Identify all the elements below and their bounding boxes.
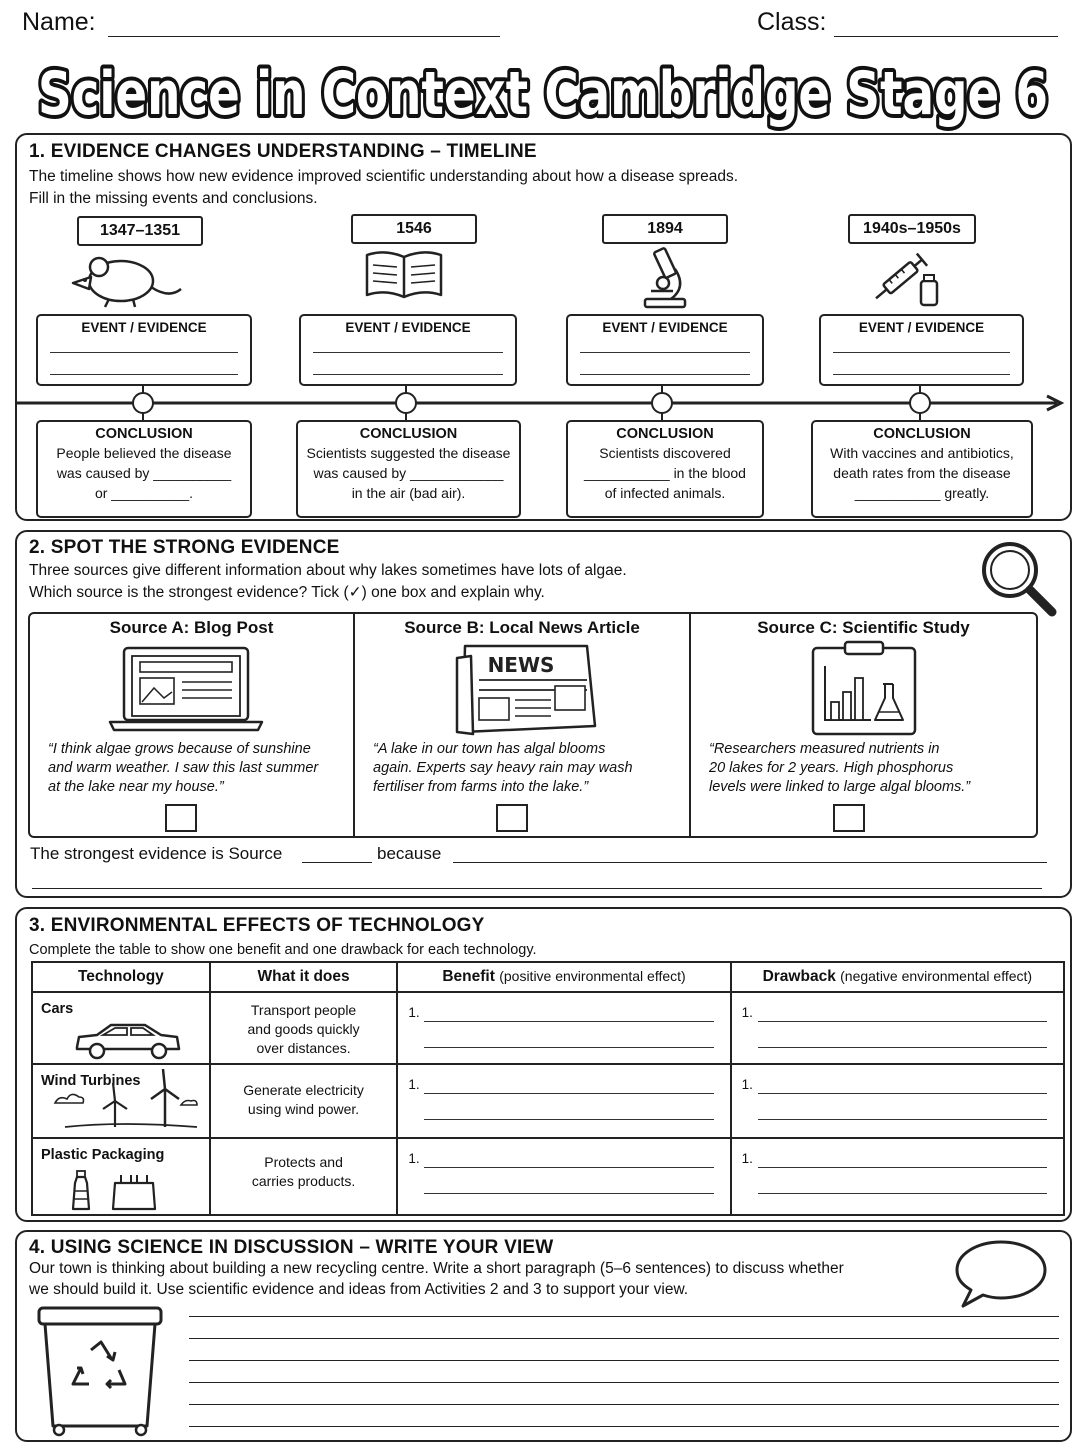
conclusion-box bbox=[296, 420, 521, 518]
page-title bbox=[0, 42, 1086, 132]
tech-cell bbox=[32, 1138, 210, 1215]
event-box bbox=[36, 314, 252, 386]
writing-line[interactable] bbox=[189, 1316, 1059, 1317]
section-discussion bbox=[15, 1230, 1072, 1442]
timeline-node bbox=[395, 392, 417, 414]
section-intro: The timeline shows how new evidence improved scientific understanding about how a disease spreads. bbox=[29, 168, 739, 185]
microscope-icon bbox=[637, 243, 693, 311]
tech-description: Protects and carries products. bbox=[210, 1138, 398, 1215]
source-title: Source A: Blog Post bbox=[109, 618, 274, 637]
event-label: EVENT / EVIDENCE bbox=[345, 320, 471, 335]
tick-box-c[interactable] bbox=[833, 804, 865, 832]
conclusion-text[interactable]: Scientists suggested the disease was caused by ____________ in the air (bad air). bbox=[306, 445, 511, 501]
header-technology: Technology bbox=[32, 962, 210, 992]
newspaper-icon bbox=[451, 640, 601, 736]
timeline-node bbox=[132, 392, 154, 414]
wind-turbine-icon bbox=[51, 1069, 201, 1133]
table-row bbox=[32, 1064, 1064, 1138]
source-quote: “Researchers measured nutrients in 20 lakes for 2 years. High phosphorus levels were linked to large algal blooms.” bbox=[709, 741, 971, 795]
recycling-bin-icon bbox=[35, 1302, 165, 1438]
answer-line[interactable] bbox=[580, 374, 750, 375]
timeline-node bbox=[651, 392, 673, 414]
event-label: EVENT / EVIDENCE bbox=[81, 320, 207, 335]
syringe-icon bbox=[865, 247, 945, 309]
year-box: 1940s–1950s bbox=[848, 214, 976, 244]
section-intro: Complete the table to show one benefit and one drawback for each technology. bbox=[29, 942, 537, 958]
section-title: 2. SPOT THE STRONG EVIDENCE bbox=[29, 537, 340, 558]
timeline-node bbox=[909, 392, 931, 414]
answer-line[interactable] bbox=[833, 352, 1010, 353]
event-label: EVENT / EVIDENCE bbox=[858, 320, 985, 335]
tech-description: Transport people and goods quickly over distances. bbox=[210, 992, 398, 1064]
plastic-bottle-bag-icon bbox=[57, 1169, 157, 1213]
section-intro: Our town is thinking about building a new recycling centre. Write a short paragraph (5–6 sentences) to discuss whether bbox=[29, 1260, 844, 1277]
header-what: What it does bbox=[210, 962, 398, 992]
section-technology bbox=[15, 907, 1072, 1222]
answer-line[interactable] bbox=[313, 374, 503, 375]
sources-panel bbox=[28, 612, 1038, 838]
conclusion-text[interactable]: Scientists discovered ___________ in the blood of infected animals. bbox=[584, 445, 746, 501]
event-box bbox=[566, 314, 764, 386]
benefit-cell[interactable]: 1. bbox=[397, 1138, 730, 1215]
magnifying-glass-icon bbox=[978, 538, 1060, 620]
drawback-cell[interactable]: 1. bbox=[731, 1064, 1064, 1138]
table-row bbox=[32, 992, 1064, 1064]
benefit-cell[interactable]: 1. bbox=[397, 1064, 730, 1138]
speech-bubble-icon bbox=[953, 1238, 1049, 1310]
drawback-cell[interactable]: 1. bbox=[731, 1138, 1064, 1215]
year-box: 1347–1351 bbox=[77, 216, 203, 246]
name-field[interactable] bbox=[108, 36, 500, 37]
answer-line[interactable] bbox=[833, 374, 1010, 375]
open-book-icon bbox=[363, 247, 445, 303]
conclusion-box bbox=[811, 420, 1033, 518]
table-header-row bbox=[32, 962, 1064, 992]
source-title: Source C: Scientific Study bbox=[757, 618, 970, 637]
writing-line[interactable] bbox=[189, 1382, 1059, 1383]
writing-line[interactable] bbox=[189, 1426, 1059, 1427]
tech-cell bbox=[32, 1064, 210, 1138]
table-row bbox=[32, 1138, 1064, 1215]
source-quote: “A lake in our town has algal blooms again. Experts say heavy rain may wash fertiliser from farms into the lake.” bbox=[373, 741, 633, 795]
drawback-cell[interactable]: 1. bbox=[731, 992, 1064, 1064]
header-drawback: Drawback (negative environmental effect) bbox=[731, 962, 1064, 992]
conclusion-text[interactable]: With vaccines and antibiotics, death rates from the disease ___________ greatly. bbox=[830, 445, 1014, 501]
reason-line[interactable] bbox=[453, 862, 1047, 863]
writing-line[interactable] bbox=[189, 1404, 1059, 1405]
answer-line[interactable] bbox=[50, 374, 238, 375]
class-label: Class: bbox=[757, 8, 827, 36]
section-intro: we should build it. Use scientific evidence and ideas from Activities 2 and 3 to support your view. bbox=[29, 1281, 689, 1298]
event-label: EVENT / EVIDENCE bbox=[602, 320, 728, 335]
section-title: 4. USING SCIENCE IN DISCUSSION – WRITE YOUR VIEW bbox=[29, 1237, 554, 1258]
year-box: 1894 bbox=[602, 214, 728, 244]
event-box bbox=[299, 314, 517, 386]
section-title: 3. ENVIRONMENTAL EFFECTS OF TECHNOLOGY bbox=[29, 915, 485, 936]
event-box bbox=[819, 314, 1024, 386]
newspaper-masthead: NEWS bbox=[487, 653, 555, 677]
laptop-icon bbox=[108, 644, 264, 732]
conclusion-label: CONCLUSION bbox=[873, 426, 971, 442]
source-card-b bbox=[353, 614, 689, 836]
section-intro: Fill in the missing events and conclusions. bbox=[29, 190, 318, 207]
conclusion-box bbox=[36, 420, 252, 518]
source-card-a bbox=[30, 614, 353, 836]
header-benefit: Benefit (positive environmental effect) bbox=[397, 962, 730, 992]
writing-line[interactable] bbox=[189, 1360, 1059, 1361]
tick-box-b[interactable] bbox=[496, 804, 528, 832]
source-card-c bbox=[689, 614, 1036, 836]
tech-name: Cars bbox=[41, 1001, 74, 1017]
section-title: 1. EVIDENCE CHANGES UNDERSTANDING – TIMELINE bbox=[29, 141, 537, 162]
answer-line[interactable] bbox=[580, 352, 750, 353]
tech-name: Plastic Packaging bbox=[41, 1147, 165, 1163]
tech-name: Wind Turbines bbox=[41, 1073, 141, 1089]
answer-line[interactable] bbox=[313, 352, 503, 353]
reason-line[interactable] bbox=[32, 888, 1042, 889]
section-timeline bbox=[15, 133, 1072, 521]
class-field[interactable] bbox=[834, 36, 1058, 37]
tech-cell bbox=[32, 992, 210, 1064]
clipboard-chart-icon bbox=[809, 640, 919, 736]
writing-line[interactable] bbox=[189, 1338, 1059, 1339]
source-answer-line[interactable] bbox=[302, 862, 372, 863]
conclusion-text[interactable]: People believed the disease was caused by __________ or __________. bbox=[56, 445, 232, 501]
section-intro: Three sources give different information about why lakes sometimes have lots of algae. bbox=[29, 562, 627, 579]
conclusion-label: CONCLUSION bbox=[616, 426, 714, 442]
answer-because: because bbox=[377, 844, 442, 863]
answer-prefix: The strongest evidence is Source bbox=[30, 844, 283, 863]
car-icon bbox=[73, 1021, 183, 1061]
conclusion-label: CONCLUSION bbox=[359, 426, 458, 442]
section-intro: Which source is the strongest evidence? Tick (✓) one box and explain why. bbox=[29, 584, 545, 601]
source-title: Source B: Local News Article bbox=[404, 618, 640, 637]
benefit-cell[interactable]: 1. bbox=[397, 992, 730, 1064]
name-label: Name: bbox=[22, 8, 96, 36]
tick-box-a[interactable] bbox=[165, 804, 197, 832]
conclusion-label: CONCLUSION bbox=[95, 426, 193, 442]
conclusion-box bbox=[566, 420, 764, 518]
tech-description: Generate electricity using wind power. bbox=[210, 1064, 398, 1138]
source-quote: “I think algae grows because of sunshine and warm weather. I saw this last summer at the lake near my house.” bbox=[48, 741, 319, 795]
year-box: 1546 bbox=[351, 214, 477, 244]
rat-icon bbox=[69, 247, 185, 309]
section-strong-evidence bbox=[15, 530, 1072, 898]
answer-line[interactable] bbox=[50, 352, 238, 353]
technology-table bbox=[31, 961, 1065, 1216]
page-title-text: Science in Context Cambridge Stage 6 bbox=[38, 59, 1048, 129]
